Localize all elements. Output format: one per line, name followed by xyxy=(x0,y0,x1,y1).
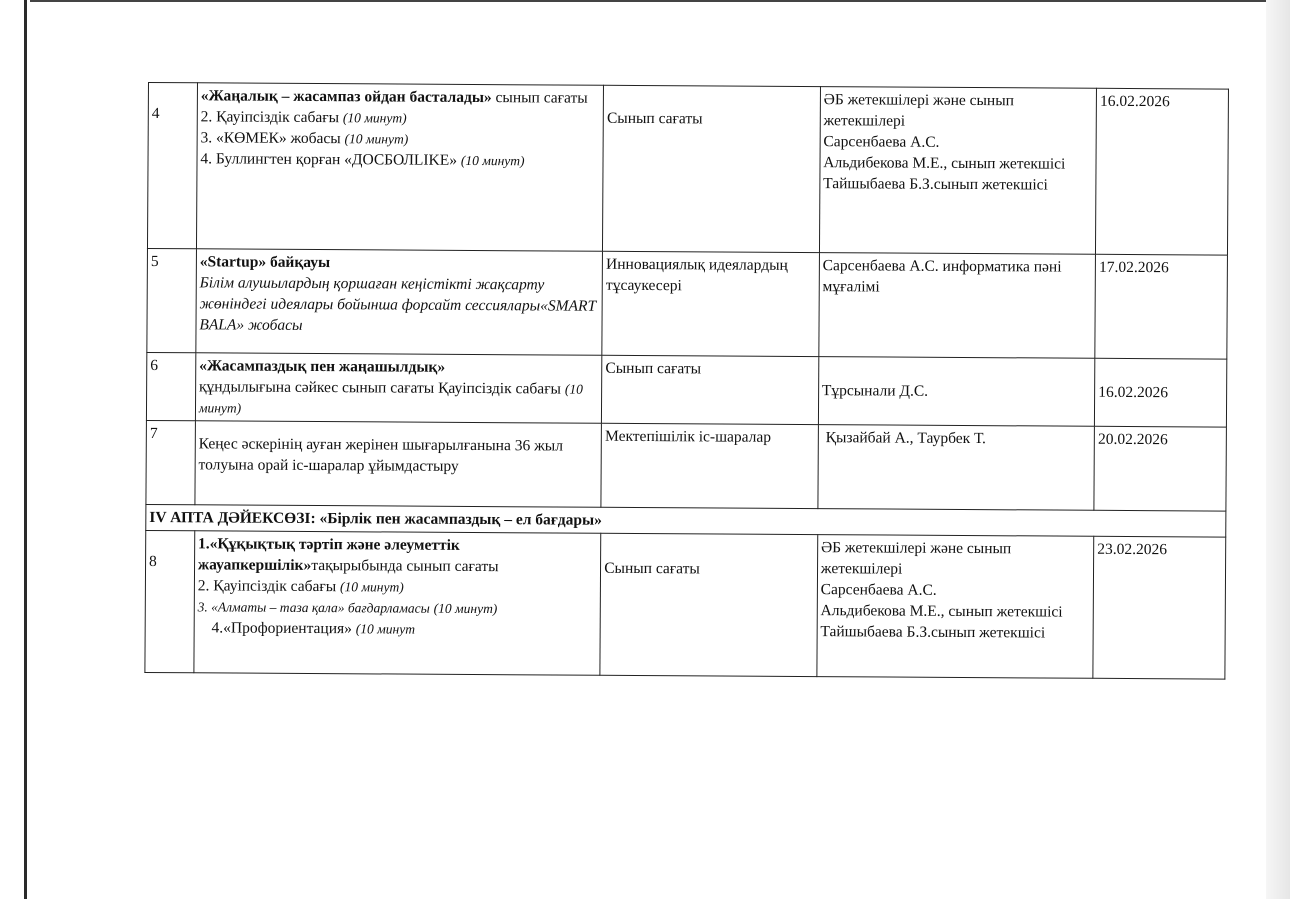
events-plan-table xyxy=(144,82,1229,680)
event-title-rest: сынып сағаты xyxy=(491,89,588,107)
responsible-cell: Тұрсынали Д.С. xyxy=(818,357,1095,427)
form-cell: Сынып сағаты xyxy=(600,533,817,676)
event-title: «Жаңалық – жасампаз ойдан басталады» xyxy=(200,87,492,107)
date-cell: 23.02.2026 xyxy=(1093,536,1226,679)
responsible-cell: Сарсенбаева А.С. информатика пәні мұғалімі xyxy=(819,253,1096,359)
event-line: 2. Қауіпсіздік сабағы (10 минут) xyxy=(200,108,407,127)
page-left-edge xyxy=(24,0,27,899)
form-cell: Мектепішілік іс-шаралар xyxy=(601,423,818,508)
form-cell: Инновациялық идеялардың тұсаукесері xyxy=(602,251,819,356)
event-title-line xyxy=(198,533,598,577)
table-row xyxy=(146,420,1226,511)
page-top-edge xyxy=(30,0,1266,2)
event-title: 1.«Құқықтық тәртіп және әлеуметтік жауапкершілік» xyxy=(197,535,460,575)
week-heading: IV АПТА ДӘЙЕКСӨЗІ: «Бірлік пен жасампаздық – ел бағдары» xyxy=(146,504,1226,537)
event-cell xyxy=(195,353,602,423)
event-title: «Жасампаздық пен жаңашылдық» xyxy=(199,357,446,376)
event-line: 2. Қауіпсіздік сабағы (10 минут) xyxy=(197,577,404,596)
event-line: 4. Буллингтен қорған «ДОСБОЛLIKE» (10 минут) xyxy=(200,150,525,169)
event-title-line xyxy=(201,85,600,108)
table-row xyxy=(147,83,1228,256)
row-number: 8 xyxy=(145,530,195,672)
event-title-rest: тақырыбында сынып сағаты xyxy=(311,557,499,576)
event-cell xyxy=(196,249,603,355)
row-number: 7 xyxy=(146,420,195,504)
responsible-cell: ӘБ жетекшілері және сынып жетекшілері Сарсенбаева А.С. Альдибекова М.Е., сынып жетекшісі Тайшыбаева Б.З.сынып жетекшісі xyxy=(819,87,1096,255)
event-cell xyxy=(195,421,602,507)
date-cell: 16.02.2026 xyxy=(1095,358,1227,427)
table-row xyxy=(145,530,1226,679)
event-cell xyxy=(194,531,601,675)
page-right-shade xyxy=(1266,0,1290,899)
event-description: құндылығына сәйкес сынып сағаты Қауіпсіздік сабағы (10 минут) xyxy=(198,378,583,416)
row-number: 5 xyxy=(147,248,197,352)
row-number: 6 xyxy=(146,352,195,420)
responsible-cell: Қызайбай А., Таурбек Т. xyxy=(818,425,1095,511)
event-title: «Startup» байқауы xyxy=(199,253,331,272)
date-cell: 17.02.2026 xyxy=(1095,254,1227,359)
date-cell: 16.02.2026 xyxy=(1096,88,1229,255)
event-line: 3. «Алматы – таза қала» бағдарламасы (10 минут) xyxy=(197,599,498,617)
form-cell: Сынып сағаты xyxy=(603,85,821,252)
table-row xyxy=(146,352,1226,427)
event-description: Білім алушылардың қоршаған кеңістікті жақсарту жөніндегі идеялары бойынша форсайт сессиялары«SMART BALA» жобасы xyxy=(199,274,596,334)
responsible-cell: ӘБ жетекшілері және сынып жетекшілері Сарсенбаева А.С. Альдибекова М.Е., сынып жетекшісі Тайшыбаева Б.З.сынып жетекшісі xyxy=(817,535,1094,679)
event-line: 4.«Профориентация» (10 минут xyxy=(211,619,416,638)
table-row xyxy=(147,248,1228,359)
form-cell: Сынып сағаты xyxy=(602,355,819,424)
row-number: 4 xyxy=(147,83,197,249)
event-description: Кеңес әскерінің ауған жерінен шығарылғанына 36 жыл толуына орай іс-шаралар ұйымдастыру xyxy=(198,435,564,475)
date-cell: 20.02.2026 xyxy=(1094,426,1226,511)
event-line: 3. «КӨМЕК» жобасы (10 минут) xyxy=(200,129,409,148)
event-cell xyxy=(196,83,603,251)
